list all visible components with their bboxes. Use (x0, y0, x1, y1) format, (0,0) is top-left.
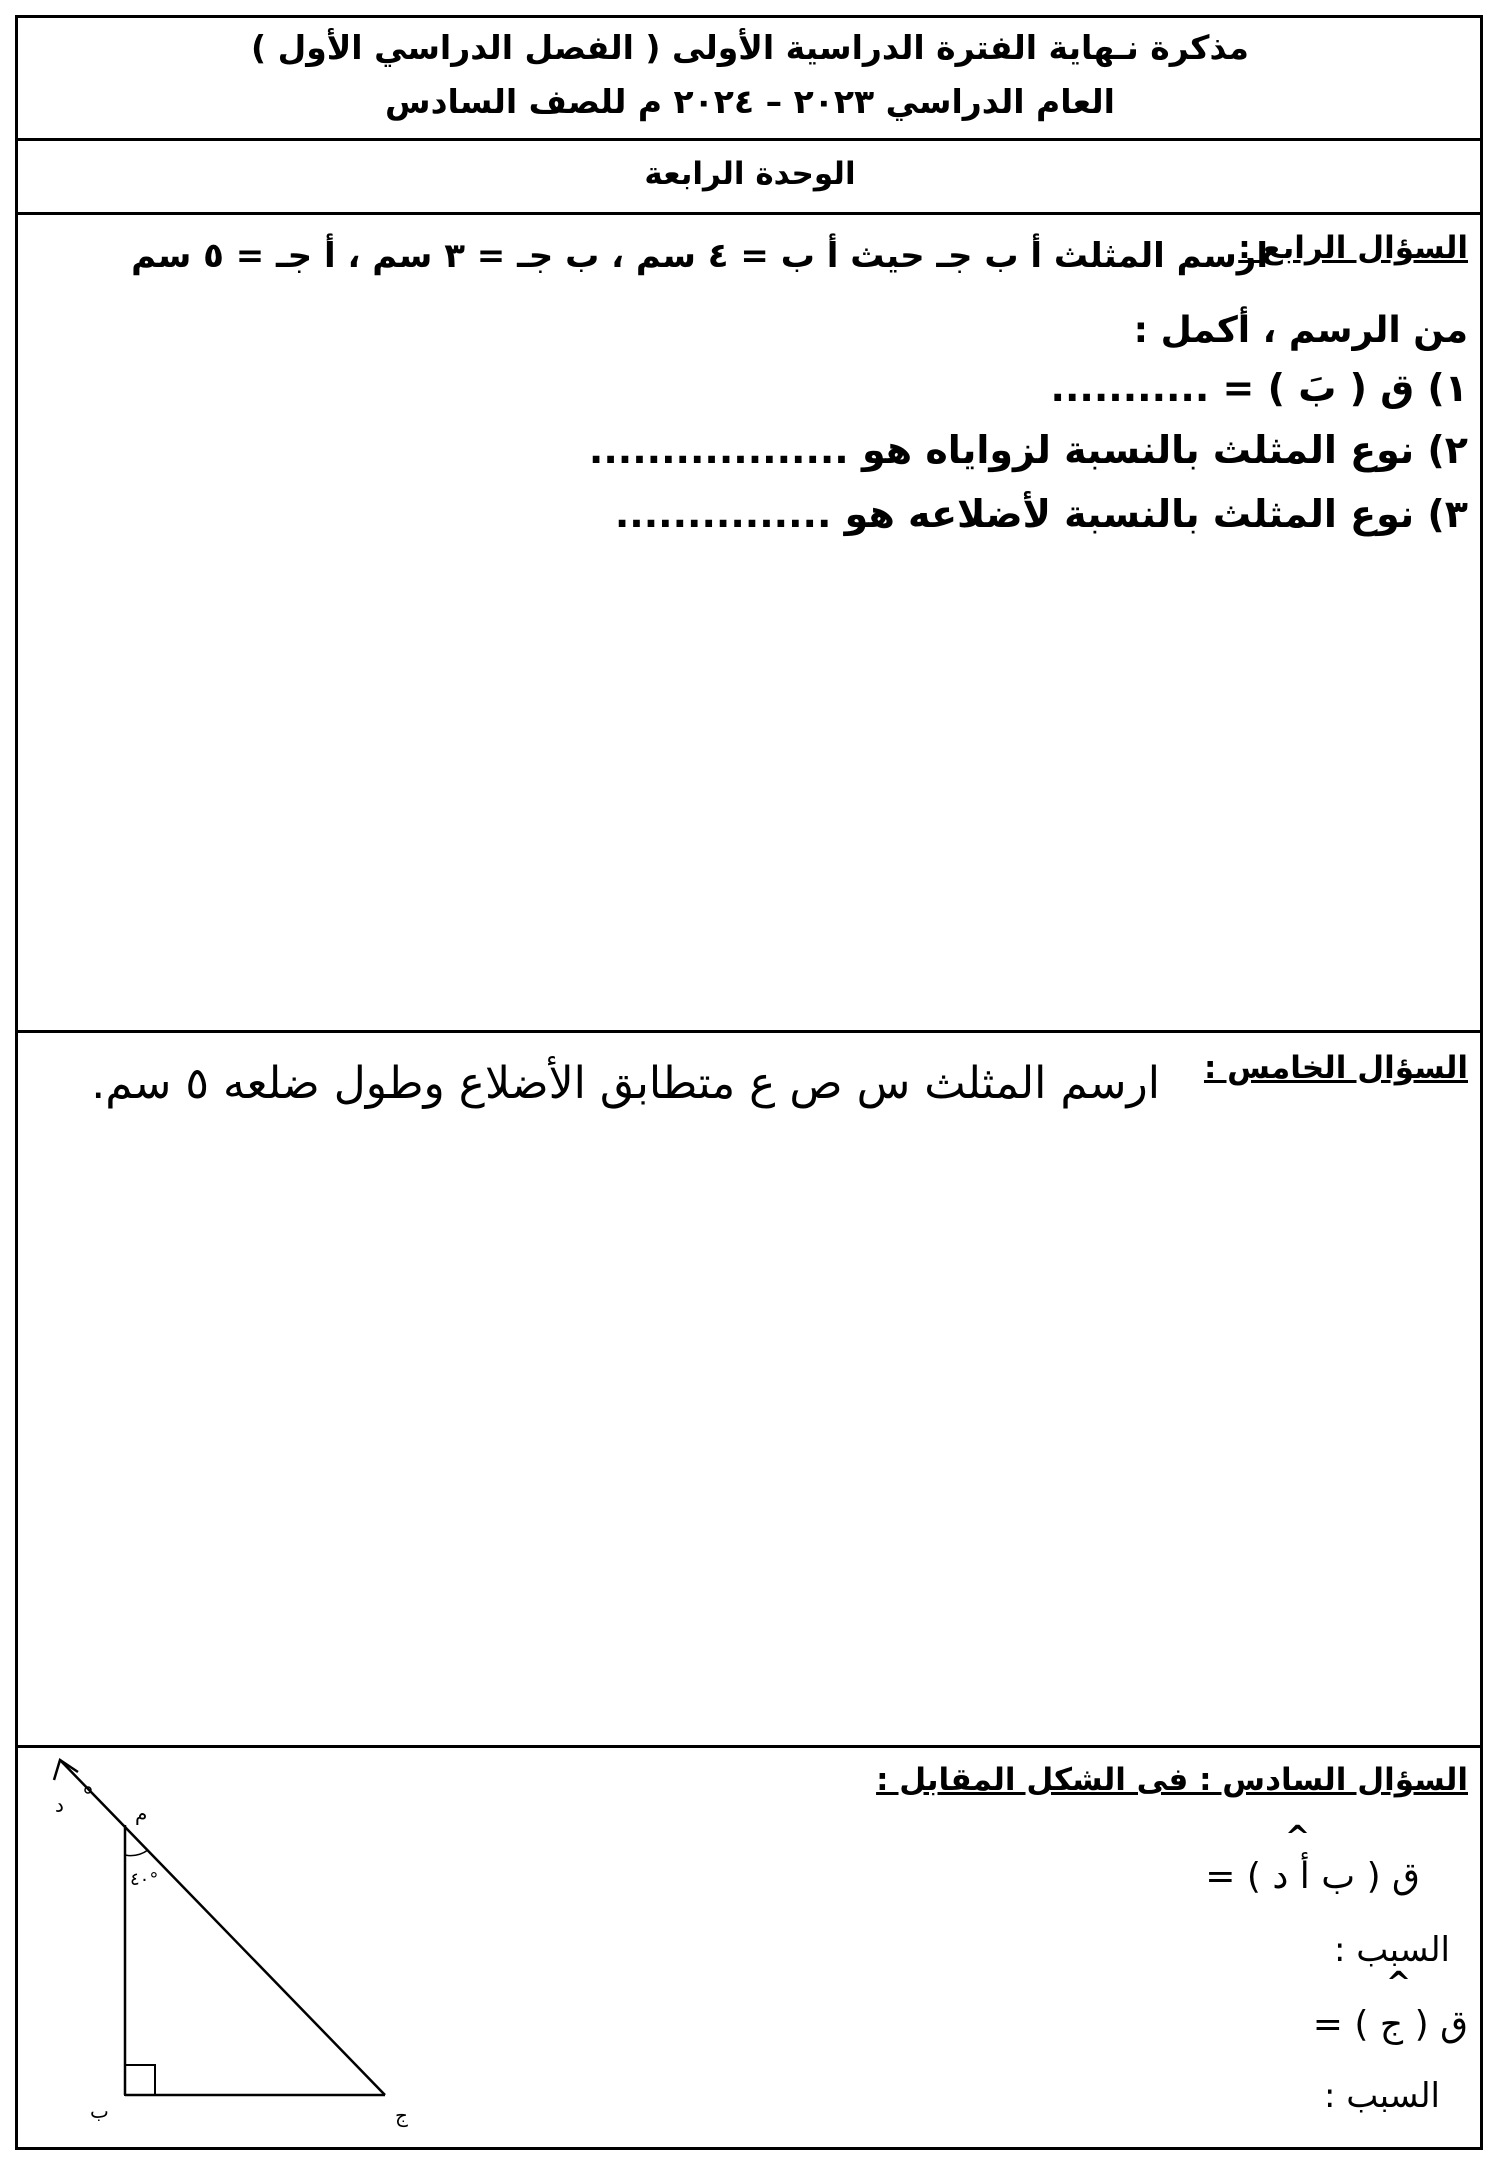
q6-label: السؤال السادس : فى الشكل المقابل : (876, 1762, 1468, 1798)
q4-item-2: ٢) نوع المثلث بالنسبة لزواياه هو .................. (588, 428, 1468, 472)
right-angle-mark (125, 2065, 155, 2095)
label-m: م (135, 1801, 148, 1825)
label-b: ب (90, 2099, 109, 2123)
angle-arc (125, 1850, 148, 1856)
label-j: ج (395, 2103, 408, 2127)
q6-angle-c: ق ( ج ) = (1312, 2004, 1468, 2045)
right-triangle-figure (30, 1750, 470, 2130)
angle-40-label: ٤٠° (130, 1869, 159, 1890)
memo-title: مذكرة نـهاية الفترة الدراسية الأولى ( الفصل الدراسي الأول ) (251, 28, 1249, 67)
unit-title: الوحدة الرابعة (644, 156, 856, 192)
q4-divider (15, 1030, 1483, 1033)
arrow-head (54, 1760, 78, 1780)
q6-angle-bad: ق ( ب أ د ) = (1205, 1856, 1420, 1897)
hat-mark-2: ^ (1386, 1966, 1412, 2001)
hat-mark-1: ^ (1285, 1820, 1311, 1855)
side-j-d (60, 1760, 385, 2095)
q6-reason-2: السبب : (1323, 2076, 1440, 2116)
unit-divider (15, 212, 1483, 215)
header-divider (15, 138, 1483, 141)
q4-item-1: ١) ق ( بَ ) = ........... (1050, 366, 1468, 410)
label-d: د (55, 1793, 64, 1817)
q4-item-3: ٣) نوع المثلث بالنسبة لأضلاعه هو ............... (614, 492, 1468, 536)
q4-label: السؤال الرابع : (1238, 230, 1468, 266)
q5-text: ارسم المثلث س ص ع متطابق الأضلاع وطول ضلعه ٥ سم. (91, 1058, 1160, 1109)
q6-reason-1: السبب : (1333, 1930, 1450, 1970)
q4-text: ارسم المثلث أ ب جـ حيث أ ب = ٤ سم ، ب جـ = ٣ سم ، أ جـ = ٥ سم (131, 236, 1268, 276)
memo-subtitle: العام الدراسي ٢٠٢٣ – ٢٠٢٤ م للصف السادس (385, 82, 1115, 121)
q5-divider (15, 1745, 1483, 1748)
q4-instruction: من الرسم ، أكمل : (1133, 310, 1468, 351)
q5-label: السؤال الخامس : (1203, 1050, 1468, 1086)
